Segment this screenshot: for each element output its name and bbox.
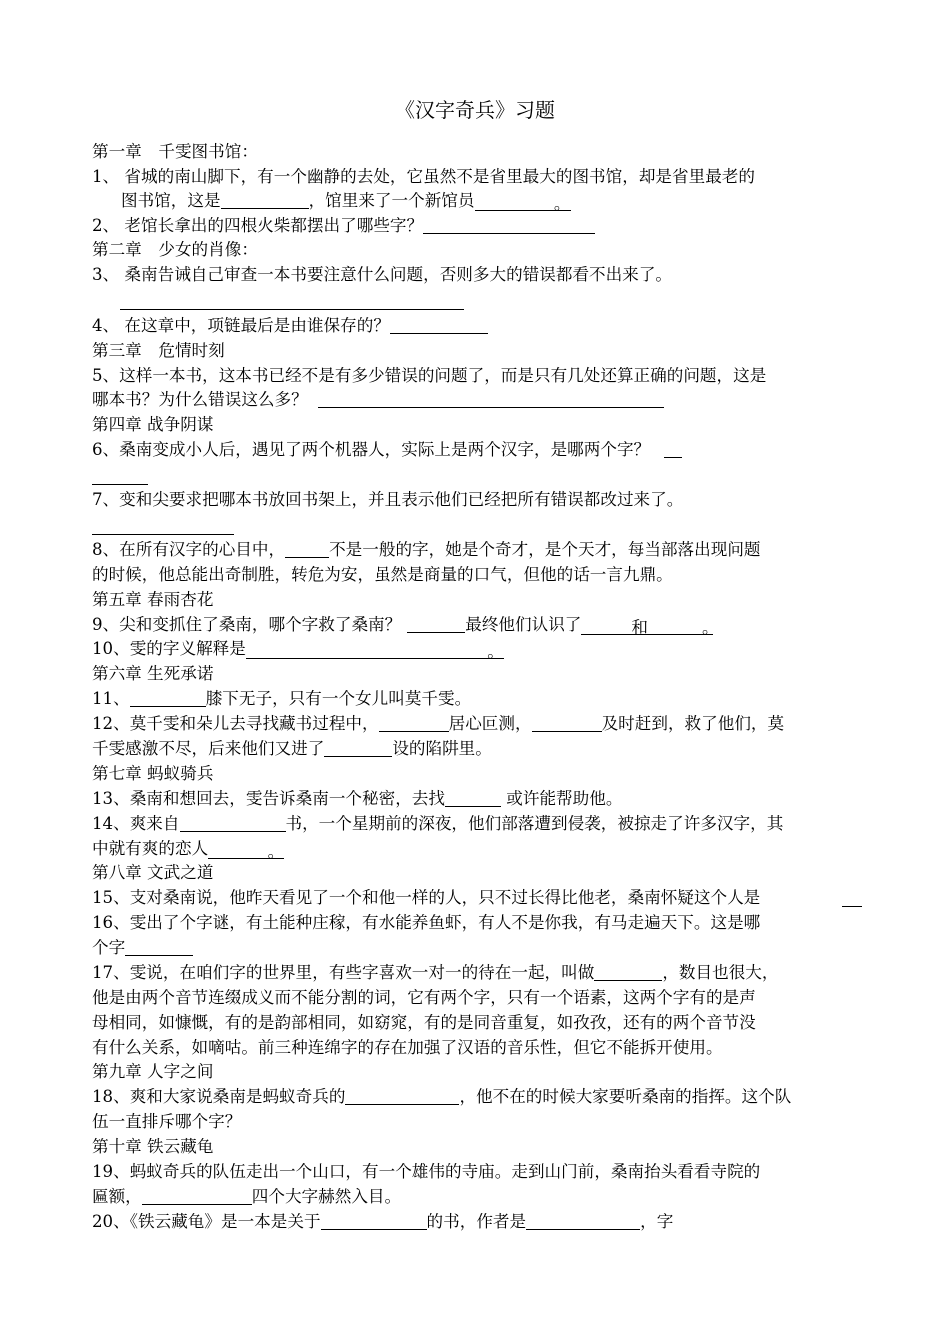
question-1-line-2: 图书馆，这是 ，馆里来了一个新馆员 。 [121, 191, 571, 213]
answer-blank-8[interactable] [285, 539, 329, 558]
question-20: 20、《铁云藏龟》是一本是关于 的书，作者是 ，字 [92, 1212, 674, 1231]
question-19-line-2: 匾额， 四个大字赫然入目。 [92, 1187, 402, 1206]
question-17-line-1: 17、雯说，在咱们字的世界里，有些字喜欢一对一的待在一起，叫做 ，数目也很大， [92, 963, 779, 982]
chapter-2-heading: 第二章 少女的肖像： [92, 240, 258, 259]
question-11: 11、 膝下无子，只有一个女儿叫莫千雯。 [92, 689, 472, 708]
question-5-line-2: 哪本书？为什么错误这么多？ [92, 388, 862, 412]
answer-blank-14a[interactable] [180, 813, 286, 832]
answer-blank-6a[interactable] [664, 439, 682, 458]
question-8-line-2: 的时候，他总能出奇制胜，转危为安，虽然是商量的口气，但他的话一言九鼎。 [92, 565, 673, 584]
question-16-line-2: 个字 [92, 936, 862, 960]
answer-blank-6b[interactable] [92, 484, 148, 485]
question-12-line-1: 12、莫千雯和朵儿去寻找藏书过程中， 居心叵测， 及时赶到，救了他们，莫 [92, 714, 785, 733]
chapter-3-heading: 第三章 危情时刻 [92, 341, 225, 360]
question-18-line-1: 18、爽和大家说桑南是蚂蚁奇兵的 ，他不在的时候大家要听桑南的指挥。这个队 [92, 1087, 792, 1106]
answer-blank-1a[interactable] [221, 190, 309, 209]
question-18-line-2: 伍一直排斥哪个字？ [92, 1112, 242, 1131]
question-17-line-4: 有什么关系，如嘀咕。前三种连绵字的存在加强了汉语的音乐性，但它不能拆开使用。 [92, 1038, 723, 1057]
question-4: 4、 在这章中，项链最后是由谁保存的？ [92, 314, 862, 338]
answer-blank-13[interactable] [445, 788, 501, 807]
answer-blank-11[interactable] [130, 688, 206, 707]
answer-blank-9a[interactable] [407, 614, 465, 633]
answer-blank-15[interactable] [842, 906, 862, 907]
chapter-1-heading: 第一章 千雯图书馆： [92, 142, 258, 161]
question-15: 15、支对桑南说，他昨天看见了一个和他一样的人，只不过长得比他老，桑南怀疑这个人是 [92, 888, 761, 907]
answer-blank-17[interactable] [594, 962, 662, 981]
question-1-line-1: 1、 省城的南山脚下，有一个幽静的去处，它虽然不是省里最大的图书馆，却是省里最老的 [92, 167, 755, 186]
chapter-9-heading: 第九章 人字之间 [92, 1062, 214, 1081]
chapter-6-heading: 第六章 生死承诺 [92, 664, 214, 683]
question-7: 7、变和尖要求把哪本书放回书架上，并且表示他们已经把所有错误都改过来了。 [92, 490, 684, 509]
chapter-5-heading: 第五章 春雨杏花 [92, 590, 214, 609]
question-16-line-1: 16、雯出了个字谜，有土能种庄稼，有水能养鱼虾，有人不是你我，有马走遍天下。这是哪 [92, 913, 761, 932]
answer-blank-5[interactable] [318, 389, 664, 408]
question-6: 6、桑南变成小人后，遇见了两个机器人，实际上是两个汉字，是哪两个字？ [92, 438, 862, 462]
question-14-line-1: 14、爽来自 书，一个星期前的深夜，他们部落遭到侵袭，被掠走了许多汉字，其 [92, 814, 784, 833]
question-13: 13、桑南和想回去，雯告诉桑南一个秘密，去找 或许能帮助他。 [92, 789, 623, 808]
answer-blank-12c[interactable] [324, 738, 392, 757]
answer-blank-16[interactable] [125, 937, 193, 956]
chapter-7-heading: 第七章 蚂蚁骑兵 [92, 764, 214, 783]
question-17-line-2: 他是由两个音节连缀成义而不能分割的词，它有两个字，只有一个语素，这两个字有的是声 [92, 988, 756, 1007]
answer-blank-14b[interactable]: 。 [208, 840, 284, 859]
answer-blank-4[interactable] [390, 315, 488, 334]
answer-blank-1b[interactable]: 。 [475, 192, 571, 211]
answer-blank-2[interactable] [423, 215, 595, 234]
worksheet-title: 《汉字奇兵》习题 [395, 98, 555, 122]
answer-blank-9b[interactable]: 和 。 [581, 616, 713, 635]
chapter-4-heading: 第四章 战争阴谋 [92, 415, 214, 434]
question-9: 9、尖和变抓住了桑南，哪个字救了桑南？ 最终他们认识了 和 。 [92, 615, 719, 637]
answer-blank-10[interactable]: 。 [246, 640, 504, 659]
answer-blank-18[interactable] [345, 1086, 459, 1105]
answer-blank-12a[interactable] [379, 713, 449, 732]
answer-blank-19[interactable] [142, 1186, 252, 1205]
question-2: 2、 老馆长拿出的四根火柴都摆出了哪些字？ [92, 214, 862, 238]
question-14-line-2: 中就有爽的恋人 。 [92, 839, 285, 861]
answer-blank-7[interactable] [92, 534, 234, 535]
question-12-line-2: 千雯感激不尽，后来他们又进了 设的陷阱里。 [92, 739, 492, 758]
question-5-line-1: 5、这样一本书，这本书已经不是有多少错误的问题了，而是只有几处还算正确的问题，这是 [92, 366, 767, 385]
answer-blank-20a[interactable] [321, 1211, 427, 1230]
question-17-line-3: 母相同，如慷慨，有的是韵部相同，如窈窕，有的是同音重复，如孜孜，还有的两个音节没 [92, 1013, 756, 1032]
chapter-8-heading: 第八章 文武之道 [92, 863, 214, 882]
chapter-10-heading: 第十章 铁云藏龟 [92, 1137, 214, 1156]
question-19-line-1: 19、蚂蚁奇兵的队伍走出一个山口，有一个雄伟的寺庙。走到山门前，桑南抬头看看寺院的 [92, 1162, 761, 1181]
question-10: 10、雯的字义解释是 。 [92, 639, 504, 661]
question-8-line-1: 8、在所有汉字的心目中， 不是一般的字，她是个奇才，是个天才，每当部落出现问题 [92, 540, 761, 559]
answer-blank-12b[interactable] [532, 713, 602, 732]
question-3: 3、 桑南告诫自己审查一本书要注意什么问题，否则多大的错误都看不出来了。 [92, 265, 673, 284]
answer-blank-20b[interactable] [526, 1211, 640, 1230]
answer-blank-3[interactable] [120, 309, 464, 310]
